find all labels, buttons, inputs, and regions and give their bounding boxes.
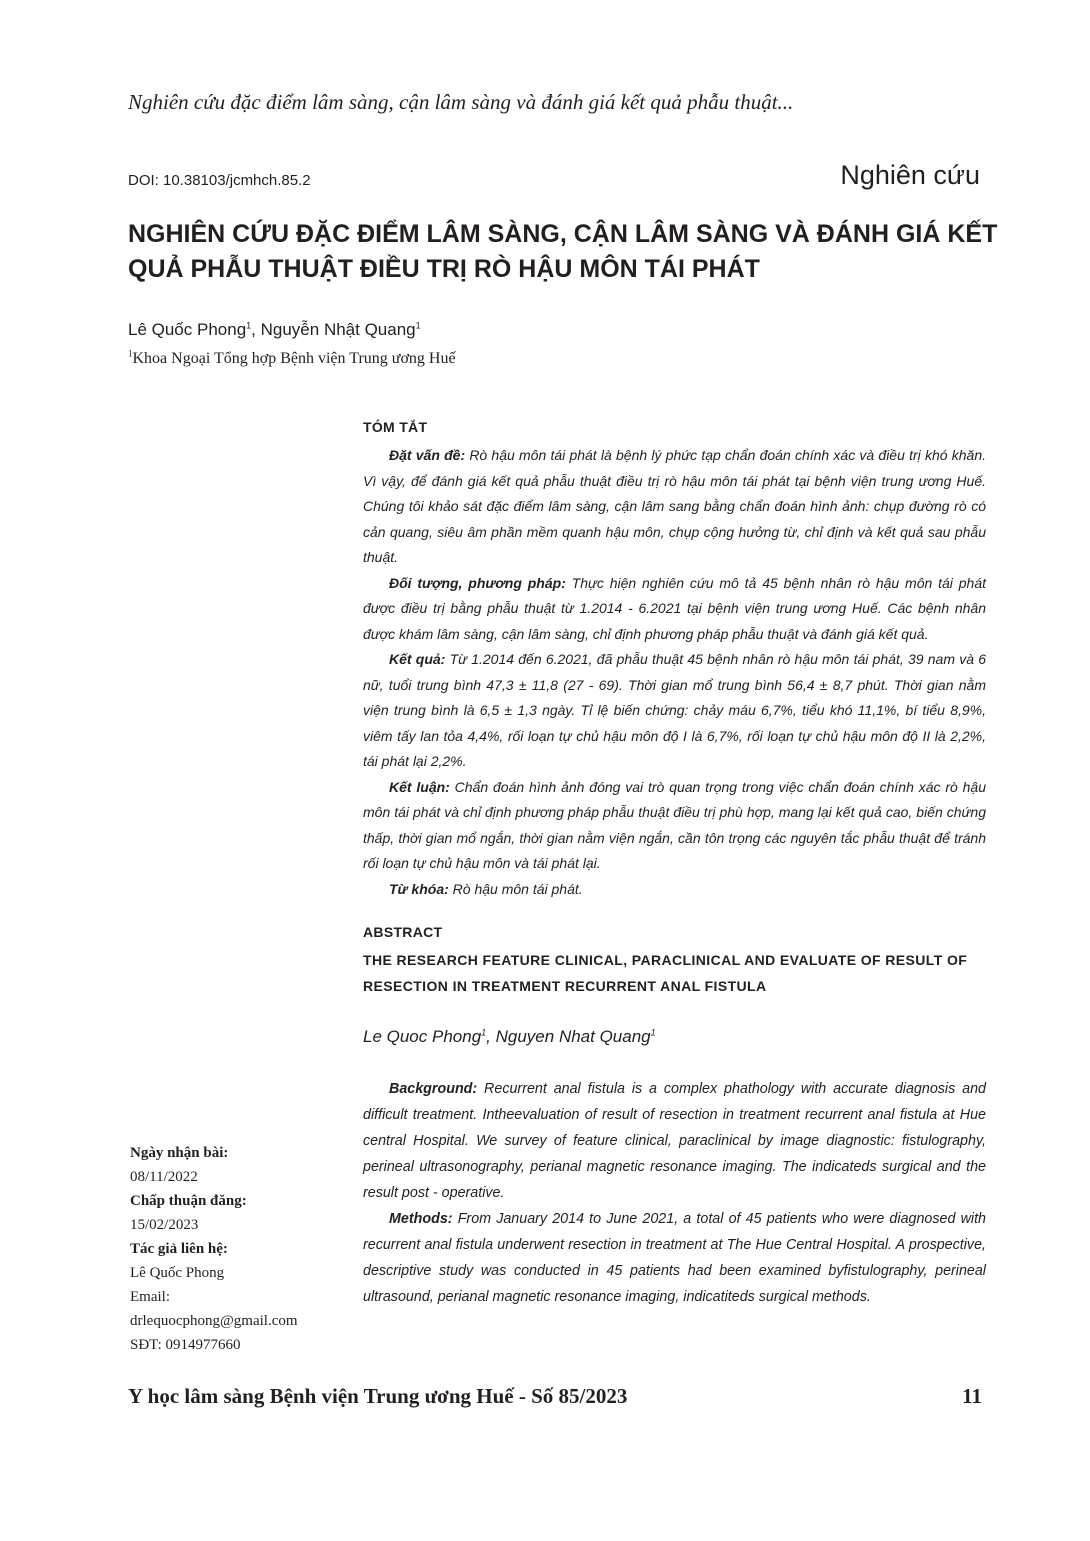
english-author-line [363,1026,986,1048]
author-line [128,320,421,340]
paragraph-lead: Kết quả: [389,651,446,667]
tom-tat-keywords [363,877,986,903]
paragraph-text: Từ 1.2014 đến 6.2021, đã phẫu thuật 45 bệnh nhân rò hậu môn tái phát, 39 nam và 6 nữ, tuổi trung bình 47,3 ± 11,8 (27 - 69). Thời gian mổ trung bình 56,4 ± 8,7 phút. Thời gian nằm viện trung bình là 6,5 ± 1,3 ngày. Tỉ lệ biến chứng: chảy máu 6,7%, tiểu khó 11,1%, bí tiểu 8,9%, viêm tấy lan tỏa 4,4%, rối loạn tự chủ hậu môn độ I là 6,7%, rối loạn tự chủ hậu môn độ II là 2,2%, tái phát lại 2,2%. [363,651,987,769]
paragraph-text: Chẩn đoán hình ảnh đóng vai trò quan trọng trong việc chẩn đoán chính xác rò hậu môn tái phát và chỉ định phương pháp phẫu thuật điều trị phù hợp, mang lại kết quả cao, biến chứng thấp, thời gian mổ ngắn, thời gian nằm viện ngắn, cần tôn trọng các nguyên tắc phẫu thuật để tránh rối loạn tự chủ hậu môn và tái phát lại. [363,778,986,871]
author-affiliation-mark: 1 [246,320,252,331]
author-name: Nguyen Nhat Quang [495,1027,651,1046]
journal-footer: Y học lâm sàng Bệnh viện Trung ương Huế - Số 85/2023 [128,1384,628,1408]
paragraph-text: Rò hậu môn tái phát là bệnh lý phức tạp chẩn đoán chính xác và điều trị khó khăn. Vì vậy, để đánh giá kết quả phẫu thuật điều trị rò hậu môn tái phát tại bệnh viện trung ương Huế. Chúng tôi khảo sát đặc điểm lâm sàng, cận lâm sang bằng chẩn đoán hình ảnh: chụp đường rò có cản quang, siêu âm phần mềm quanh hậu môn, chụp cộng hưởng từ, chỉ định và kết quả sau phẫu thuật. [363,447,986,565]
received-date: 08/11/2022 [130,1169,198,1185]
page-number: 11 [962,1384,982,1408]
paragraph-lead: Background: [389,1081,478,1097]
affiliation [128,350,456,368]
section-label: Nghiên cứu [840,160,980,190]
author-name: Nguyễn Nhật Quang [260,320,416,339]
paragraph-text: Thực hiện nghiên cứu mô tả 45 bệnh nhân rò hậu môn tái phát được điều trị bằng phẫu thuật từ 1.2014 - 6.2021 tại bệnh viện trung ương Huế. Các bệnh nhân được khám lâm sàng, cận lâm sàng, chỉ định phương pháp phẫu thuật và đánh giá kết quả. [363,574,986,642]
author-name: Le Quoc Phong [363,1027,482,1046]
paragraph-lead: Từ khóa: [389,880,449,897]
author-affiliation-mark: 1 [650,1027,656,1038]
tom-tat-methods [363,571,986,648]
abstract-column [363,417,986,1310]
author-separator: , [486,1027,496,1046]
corresponding-author-name: Lê Quốc Phong [130,1265,225,1281]
article-title: NGHIÊN CỨU ĐẶC ĐIỂM LÂM SÀNG, CẬN LÂM SÀNG VÀ ĐÁNH GIÁ KẾT QUẢ PHẪU THUẬT ĐIỀU TRỊ RÒ HẬU MÔN TÁI PHÁT [128,220,998,283]
accepted-date: 15/02/2023 [130,1217,199,1233]
paragraph-lead: Kết luận: [389,778,450,795]
accepted-label: Chấp thuận đăng: [130,1193,247,1209]
english-title: THE RESEARCH FEATURE CLINICAL, PARACLINICAL AND EVALUATE OF RESULT OF RESECTION IN TREATMENT RECURRENT ANAL FISTULA [363,952,968,994]
affiliation-mark: 1 [128,348,133,359]
paragraph-text: Rò hậu môn tái phát. [448,880,583,897]
article-info-sidebar [130,1141,355,1357]
abstract-background [363,1076,986,1206]
tom-tat-heading: TÓM TẮT [363,419,428,435]
author-affiliation-mark: 1 [481,1027,487,1038]
abstract-methods [363,1206,986,1310]
paragraph-lead: Methods: [389,1211,453,1227]
author-name: Lê Quốc Phong [128,320,247,339]
phone-number: SĐT: 0914977660 [130,1337,241,1353]
tom-tat-results [363,647,986,775]
paragraph-lead: Đối tượng, phương pháp: [389,574,566,591]
paragraph-lead: Đặt vấn đề: [389,447,466,463]
tom-tat-conclusion [363,775,986,877]
doi-link[interactable]: DOI: 10.38103/jcmhch.85.2 [128,172,311,189]
author-separator: , [251,320,261,339]
email-label: Email: [130,1289,170,1305]
paragraph-text: From January 2014 to June 2021, a total of 45 patients who were diagnosed with recurrent anal fistula underwent resection in treatment at The Hue Central Hospital. A prospective, descriptive study was conducted in 45 patients had been examined byfistulography, perineal ultrasound, perianal magnetic resonance imaging, indicatiteds surgical methods. [363,1211,986,1305]
affiliation-text: Khoa Ngoại Tổng hợp Bệnh viện Trung ương Huế [132,350,456,367]
received-label: Ngày nhận bài: [130,1145,229,1161]
tom-tat-background [363,443,986,571]
corresponding-author-label: Tác giả liên hệ: [130,1241,228,1257]
abstract-heading: ABSTRACT [363,924,443,940]
running-head: Nghiên cứu đặc điểm lâm sàng, cận lâm sàng và đánh giá kết quả phẫu thuật... [128,90,794,114]
author-affiliation-mark: 1 [415,320,421,331]
email-address[interactable]: drlequocphong@gmail.com [130,1313,298,1329]
english-abstract-body [363,1076,986,1310]
paragraph-text: Recurrent anal fistula is a complex phathology with accurate diagnosis and difficult treatment. Intheevaluation of result of resection in treatment recurrent anal fistula at Hue central Hospital. We survey of feature clinical, paraclinical by image diagnostic: fistulography, perineal ultrasonography, perianal magnetic resonance imaging. The indicateds surgical and the result post - operative. [363,1081,986,1201]
